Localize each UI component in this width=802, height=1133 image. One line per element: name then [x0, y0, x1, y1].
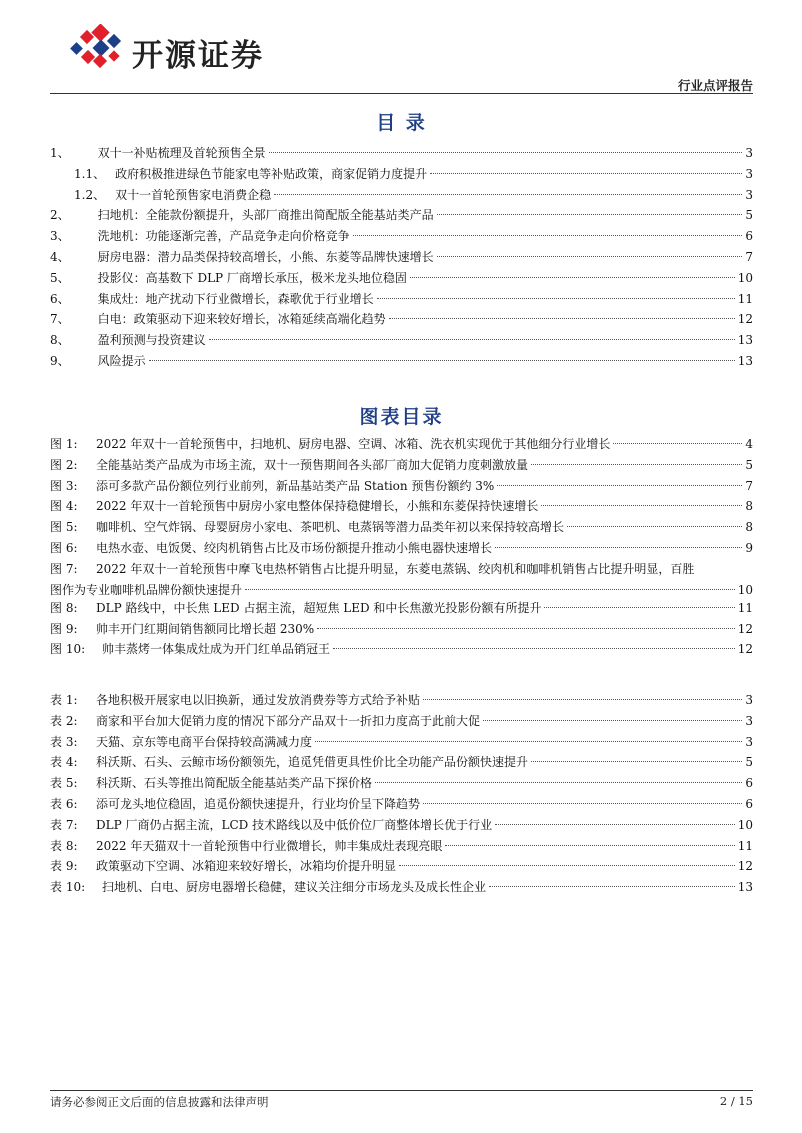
dot-leader	[399, 864, 735, 866]
dot-leader	[495, 546, 742, 548]
table-label: 表 8:	[50, 838, 78, 853]
table-entry[interactable]	[50, 794, 753, 815]
disclaimer-note: 请务必参阅正文后面的信息披露和法律声明	[50, 1095, 269, 1109]
dot-leader	[149, 359, 735, 361]
toc-number: 1、	[50, 146, 70, 160]
table-title: 政策驱动下空调、冰箱迎来较好增长，冰箱均价提升明显	[96, 859, 397, 874]
toc-list	[50, 143, 753, 372]
toc-entry-title: 双十一首轮预售家电消费企稳	[115, 187, 272, 202]
figure-entry[interactable]	[50, 538, 753, 559]
dot-leader	[495, 823, 735, 825]
toc-entry-title: 洗地机：功能逐渐完善，产品竞争走向价格竞争	[97, 229, 350, 244]
table-page-number: 10	[737, 817, 753, 832]
dot-leader	[531, 463, 742, 465]
figure-page-number: 8	[745, 520, 753, 535]
toc-entry-title: 政府积极推进绿色节能家电等补贴政策，商家促销力度提升	[115, 166, 428, 181]
figure-label: 图 1:	[50, 437, 78, 451]
table-entry-line	[50, 732, 753, 753]
table-title: 科沃斯、石头等推出简配版全能基站类产品下探价格	[96, 776, 373, 791]
table-label: 表 4:	[50, 755, 78, 770]
table-entry-line	[50, 711, 753, 732]
toc-page-number: 13	[737, 333, 753, 348]
toc-title: 目 录	[376, 112, 427, 134]
table-title: 各地积极开展家电以旧换新，通过发放消费券等方式给予补贴	[96, 693, 421, 707]
dot-leader	[410, 276, 735, 278]
toc-entry[interactable]	[50, 185, 753, 206]
table-page-number: 3	[745, 713, 753, 728]
figure-page-number: 11	[737, 600, 753, 615]
toc-entry[interactable]	[50, 247, 753, 268]
table-label: 表 5:	[50, 776, 78, 791]
toc-entry-title: 投影仪：高基数下 DLP 厂商增长承压，极米龙头地位稳固	[97, 270, 407, 285]
dot-leader	[377, 297, 735, 299]
toc-entry-title: 风险提示	[97, 353, 146, 368]
figure-entry[interactable]	[50, 517, 753, 538]
toc-number: 2、	[50, 208, 70, 223]
figure-entry-line	[50, 639, 753, 660]
toc-entry-title: 厨房电器：潜力品类保持较高增长，小熊、东菱等品牌快速增长	[97, 249, 434, 264]
toc-entry[interactable]	[50, 289, 753, 310]
table-entry[interactable]	[50, 690, 753, 711]
figure-page-number: 12	[737, 621, 753, 636]
figure-label: 图 6:	[50, 540, 78, 555]
dot-leader	[430, 172, 742, 174]
figure-entry-line	[50, 434, 753, 455]
dot-leader	[483, 719, 742, 721]
table-page-number: 3	[745, 734, 753, 749]
toc-number: 1.2、	[74, 187, 106, 202]
table-entry[interactable]	[50, 877, 753, 898]
toc-entry-title: 白电：政策驱动下迎来较好增长，冰箱延续高端化趋势	[97, 312, 386, 327]
table-label: 表 3:	[50, 734, 78, 749]
figure-title: 帅丰蒸烤一体集成灶成为开门红单品销冠王	[102, 642, 331, 657]
figure-entry-line	[50, 598, 753, 619]
toc-entry-title: 集成灶：地产扰动下行业微增长，森歌优于行业增长	[97, 291, 374, 306]
dot-leader	[567, 525, 742, 527]
toc-page-number: 3	[745, 146, 753, 160]
figure-entry-line	[50, 496, 753, 517]
figure-page-number: 8	[745, 499, 753, 514]
figure-page-number: 7	[745, 478, 753, 493]
toc-page-number: 5	[745, 208, 753, 223]
table-entry-line	[50, 856, 753, 877]
figure-entry-line	[50, 476, 753, 497]
dot-leader	[531, 760, 742, 762]
toc-number: 5、	[50, 270, 70, 285]
table-index	[50, 690, 753, 898]
table-label: 表 1:	[50, 693, 78, 707]
toc-page-number: 12	[737, 312, 753, 327]
page-number: 2 / 15	[719, 1094, 753, 1108]
toc-page-number: 3	[745, 187, 753, 202]
table-entry[interactable]	[50, 711, 753, 732]
dot-leader	[445, 844, 734, 846]
toc-number: 6、	[50, 291, 70, 306]
header-divider	[50, 93, 753, 94]
table-label: 表 2:	[50, 713, 78, 728]
table-label: 表 6:	[50, 796, 78, 811]
footer-divider	[50, 1090, 753, 1091]
dot-leader	[544, 606, 734, 608]
toc-entry[interactable]	[50, 143, 753, 164]
table-title: DLP 厂商仍占据主流，LCD 技术路线以及中低价位厂商整体增长优于行业	[96, 817, 493, 832]
dot-leader	[437, 213, 743, 215]
dot-leader	[315, 740, 742, 742]
dot-leader	[375, 781, 742, 783]
table-label: 表 9:	[50, 859, 78, 874]
figure-label: 图 9:	[50, 621, 78, 636]
kaiyuan-logo-icon	[70, 24, 126, 70]
dot-leader	[353, 234, 743, 236]
table-entry-line	[50, 752, 753, 773]
toc-page-number: 10	[737, 270, 753, 285]
figure-title: 2022 年双十一首轮预售中厨房小家电整体保持稳健增长，小熊和东菱保持快速增长	[96, 499, 539, 514]
figures-title: 图表目录	[359, 406, 444, 428]
figure-entry[interactable]	[50, 619, 753, 640]
figure-page-number: 10	[737, 582, 753, 597]
figure-label: 图 7:	[50, 561, 78, 576]
table-page-number: 11	[737, 838, 753, 853]
report-type: 行业点评报告	[677, 78, 753, 93]
table-entry[interactable]	[50, 815, 753, 836]
toc-entry[interactable]	[50, 164, 753, 185]
toc-number: 4、	[50, 249, 70, 264]
toc-entry[interactable]	[50, 330, 753, 351]
dot-leader	[269, 151, 743, 153]
figure-index	[50, 434, 753, 660]
figure-title-continued: 图作为专业咖啡机品牌份额快速提升	[50, 582, 243, 597]
figure-entry[interactable]	[50, 559, 753, 598]
figure-entry[interactable]	[50, 434, 753, 455]
table-entry-line	[50, 690, 753, 711]
dot-leader	[274, 193, 742, 195]
figure-title: 咖啡机、空气炸锅、母婴厨房小家电、茶吧机、电蒸锅等潜力品类年初以来保持较高增长	[96, 520, 565, 535]
toc-entry[interactable]	[50, 226, 753, 247]
dot-leader	[613, 442, 742, 444]
figure-page-number: 9	[745, 540, 753, 555]
dot-leader	[489, 885, 735, 887]
toc-number: 3、	[50, 229, 70, 244]
toc-page-number: 7	[745, 249, 753, 264]
dot-leader	[209, 338, 735, 340]
toc-entry[interactable]	[50, 268, 753, 289]
figure-entry[interactable]	[50, 476, 753, 497]
figure-page-number: 12	[737, 642, 753, 657]
figure-label: 图 8:	[50, 600, 78, 615]
figure-entry-line	[50, 559, 753, 580]
table-entry-line	[50, 877, 753, 898]
dot-leader	[497, 484, 742, 486]
toc-page-number: 3	[745, 166, 753, 181]
figure-entry-line	[50, 619, 753, 640]
dot-leader	[423, 698, 742, 700]
figure-label: 图 2:	[50, 457, 78, 472]
figure-entry[interactable]	[50, 455, 753, 476]
toc-entry[interactable]	[50, 351, 753, 372]
figure-page-number: 4	[745, 437, 753, 451]
table-entry[interactable]	[50, 836, 753, 857]
page-header	[50, 22, 753, 94]
toc-number: 1.1、	[74, 166, 106, 181]
figure-entry[interactable]	[50, 496, 753, 517]
logo-text: 开源证券	[132, 38, 264, 74]
table-entry-line	[50, 815, 753, 836]
table-entry[interactable]	[50, 752, 753, 773]
table-label: 表 7:	[50, 817, 78, 832]
figure-label: 图 4:	[50, 499, 78, 514]
toc-page-number: 6	[745, 229, 753, 244]
figure-entry[interactable]	[50, 639, 753, 660]
table-title: 科沃斯、石头、云鲸市场份额领先，追觅凭借更具性价比全功能产品份额快速提升	[96, 755, 529, 770]
figure-title: 全能基站类产品成为市场主流，双十一预售期间各头部厂商加大促销力度刺激放量	[96, 457, 529, 472]
toc-entry-title: 双十一补贴梳理及首轮预售全景	[97, 146, 266, 160]
table-entry[interactable]	[50, 773, 753, 794]
toc-number: 9、	[50, 353, 70, 368]
figure-label: 图 10:	[50, 642, 86, 657]
table-entry[interactable]	[50, 732, 753, 753]
table-page-number: 5	[745, 755, 753, 770]
dot-leader	[423, 802, 742, 804]
table-title: 商家和平台加大促销力度的情况下部分产品双十一折扣力度高于此前大促	[96, 713, 481, 728]
figure-title: 电热水壶、电饭煲、绞肉机销售占比及市场份额提升推动小熊电器快速增长	[96, 540, 493, 555]
figure-page-number: 5	[745, 457, 753, 472]
table-title: 2022 年天猫双十一首轮预售中行业微增长，帅丰集成灶表现亮眼	[96, 838, 443, 853]
figure-title: 2022 年双十一首轮预售中摩飞电热杯销售占比提升明显，东菱电蒸锅、绞肉机和咖啡机销售占比提升明显，百胜	[96, 561, 695, 576]
table-page-number: 6	[745, 776, 753, 791]
table-page-number: 6	[745, 796, 753, 811]
figure-entry-line	[50, 517, 753, 538]
table-title: 扫地机、白电、厨房电器增长稳健，建议关注细分市场龙头及成长性企业	[102, 880, 487, 895]
toc-entry[interactable]	[50, 205, 753, 226]
dot-leader	[333, 647, 735, 649]
figure-entry-line	[50, 455, 753, 476]
dot-leader	[245, 588, 735, 590]
figure-title: DLP 路线中，中长焦 LED 占据主流，超短焦 LED 和中长焦激光投影份额有所提升	[96, 600, 542, 615]
table-entry-line	[50, 836, 753, 857]
toc-entry-title: 盈利预测与投资建议	[97, 333, 206, 348]
toc-number: 8、	[50, 333, 70, 348]
dot-leader	[541, 504, 742, 506]
table-title: 天猫、京东等电商平台保持较高满减力度	[96, 734, 313, 749]
figure-title: 帅丰开门红期间销售额同比增长超 230%	[96, 621, 315, 636]
table-entry[interactable]	[50, 856, 753, 877]
table-entry-line	[50, 794, 753, 815]
figure-entry-line	[50, 538, 753, 559]
table-title: 添可龙头地位稳固，追觅份额快速提升，行业均价呈下降趋势	[96, 796, 421, 811]
toc-entry[interactable]	[50, 309, 753, 330]
table-entry-line	[50, 773, 753, 794]
table-page-number: 3	[745, 693, 753, 707]
figure-entry[interactable]	[50, 598, 753, 619]
table-page-number: 13	[737, 880, 753, 895]
figure-title: 2022 年双十一首轮预售中，扫地机、厨房电器、空调、冰箱、洗衣机实现优于其他细分行业增长	[96, 437, 611, 451]
figure-label: 图 3:	[50, 478, 78, 493]
toc-page-number: 11	[737, 291, 753, 306]
dot-leader	[437, 255, 743, 257]
toc-page-number: 13	[737, 353, 753, 368]
table-label: 表 10:	[50, 880, 86, 895]
figure-label: 图 5:	[50, 520, 78, 535]
table-page-number: 12	[737, 859, 753, 874]
dot-leader	[317, 627, 735, 629]
figure-title: 添可多款产品份额位列行业前列，新品基站类产品 Station 预售份额约 3%	[96, 478, 495, 493]
toc-entry-title: 扫地机：全能款份额提升，头部厂商推出简配版全能基站类产品	[97, 208, 434, 223]
toc-number: 7、	[50, 312, 70, 327]
dot-leader	[389, 317, 735, 319]
